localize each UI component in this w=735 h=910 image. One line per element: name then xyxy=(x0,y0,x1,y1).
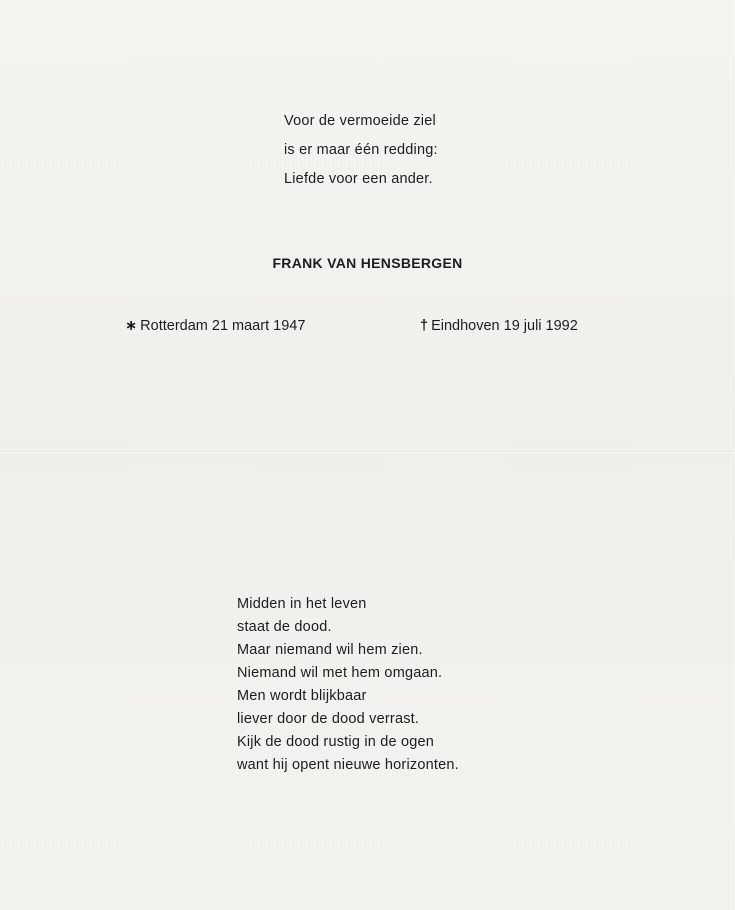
birth-star-icon: ∗ xyxy=(125,318,138,334)
poem-line: Men wordt blijkbaar xyxy=(237,688,367,704)
deceased-name: FRANK VAN HENSBERGEN xyxy=(272,255,463,271)
quote-line: Liefde voor een ander. xyxy=(284,171,433,187)
card-fold-line xyxy=(0,451,735,455)
quote-line: Voor de vermoeide ziel xyxy=(284,113,436,129)
opening-quote xyxy=(284,107,438,194)
death-cross-icon: † xyxy=(420,318,429,334)
poem-line: Midden in het leven xyxy=(237,596,367,612)
birth-info xyxy=(125,318,305,334)
poem-line: Maar niemand wil hem zien. xyxy=(237,642,423,658)
poem-line: want hij opent nieuwe horizonten. xyxy=(237,757,459,773)
poem-line: Kijk de dood rustig in de ogen xyxy=(237,734,435,750)
poem-line: staat de dood. xyxy=(237,619,332,635)
death-text: Eindhoven 19 juli 1992 xyxy=(431,318,578,334)
poem-line: Niemand wil met hem omgaan. xyxy=(237,665,443,681)
poem-line: liever door de dood verrast. xyxy=(237,711,420,727)
death-info xyxy=(420,318,578,334)
quote-line: is er maar één redding: xyxy=(284,142,438,158)
closing-poem xyxy=(237,593,459,777)
birth-text: Rotterdam 21 maart 1947 xyxy=(140,318,306,334)
